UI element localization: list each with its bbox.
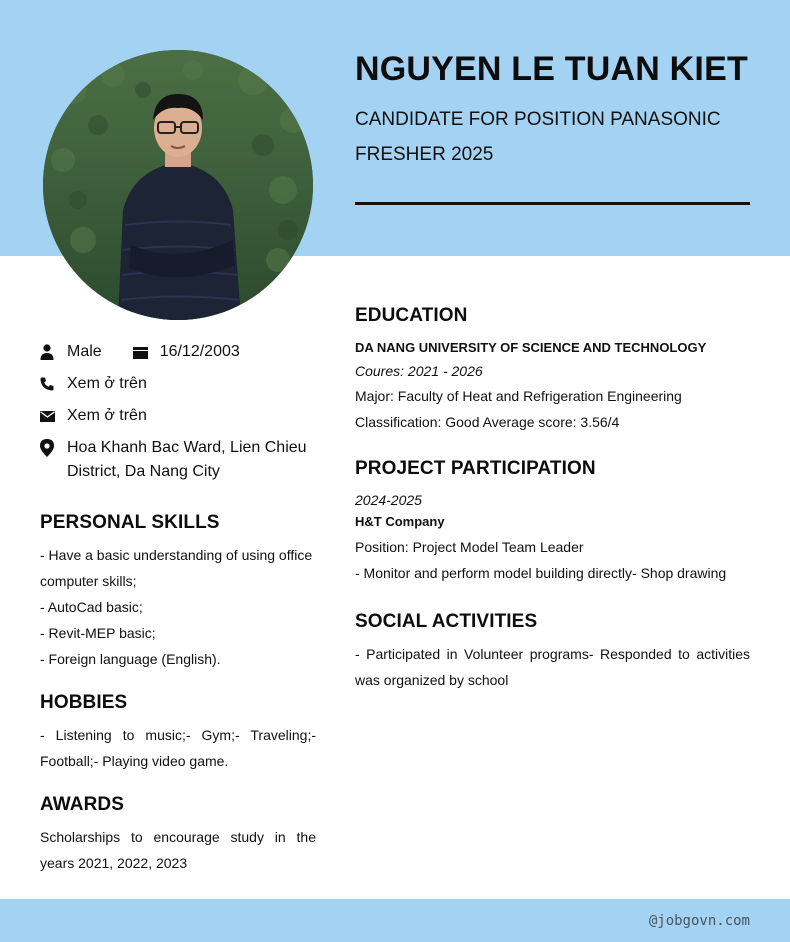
phone-icon xyxy=(40,372,67,396)
classification: Classification: Good Average score: 3.56/4 xyxy=(355,414,620,430)
project-description: - Monitor and perform model building directly- Shop drawing xyxy=(355,565,727,581)
phone-row xyxy=(40,372,320,404)
watermark: @jobgovn.com xyxy=(648,913,750,929)
hobbies-section xyxy=(40,692,316,774)
candidate-subtitle: CANDIDATE FOR POSITION PANASONIC FRESHER 2025 xyxy=(355,109,721,165)
email-value: Xem ở trên xyxy=(67,407,147,424)
social-section xyxy=(355,611,750,693)
hobbies-title: HOBBIES xyxy=(40,692,128,713)
personal-skills-title: PERSONAL SKILLS xyxy=(40,512,220,533)
calendar-icon xyxy=(133,340,160,364)
location-pin-icon xyxy=(40,436,67,460)
social-title: SOCIAL ACTIVITIES xyxy=(355,611,538,632)
profile-photo xyxy=(43,50,313,320)
course-period: Coures: 2021 - 2026 xyxy=(355,363,483,379)
personal-skills-section xyxy=(40,512,316,672)
awards-text: Scholarships to encourage study in the years 2021, 2022, 2023 xyxy=(40,829,316,871)
email-row xyxy=(40,404,320,436)
project-company: H&T Company xyxy=(355,514,445,529)
skill-item: - AutoCad basic; xyxy=(40,599,143,615)
school-name: DA NANG UNIVERSITY OF SCIENCE AND TECHNOLOGY xyxy=(355,340,707,355)
project-section xyxy=(355,458,750,586)
hobbies-text: - Listening to music;- Gym;- Traveling;- Football;- Playing video game. xyxy=(40,727,316,769)
dob-value: 16/12/2003 xyxy=(159,343,240,360)
education-title: EDUCATION xyxy=(355,305,468,326)
envelope-icon xyxy=(40,404,67,428)
address-value: Hoa Khanh Bac Ward, Lien Chieu District, Da Nang City xyxy=(67,439,307,480)
project-title: PROJECT PARTICIPATION xyxy=(355,458,596,479)
gender-dob-row xyxy=(40,340,320,372)
project-position: Position: Project Model Team Leader xyxy=(355,539,584,555)
address-row xyxy=(40,436,320,492)
major: Major: Faculty of Heat and Refrigeration Engineering xyxy=(355,388,682,404)
phone-value: Xem ở trên xyxy=(67,375,147,392)
personal-skills-list xyxy=(40,542,316,672)
title-divider xyxy=(355,202,750,205)
awards-section xyxy=(40,794,316,876)
education-section xyxy=(355,305,750,435)
skill-item: - Have a basic understanding of using office computer skills; xyxy=(40,547,313,589)
gender-value: Male xyxy=(67,343,102,360)
footer-band xyxy=(0,899,790,942)
skill-item: - Revit-MEP basic; xyxy=(40,625,156,641)
project-period: 2024-2025 xyxy=(355,492,422,508)
person-icon xyxy=(40,340,67,364)
contact-info xyxy=(40,340,320,492)
social-text: - Participated in Volunteer programs- Responded to activities was organized by school xyxy=(355,646,750,688)
skill-item: - Foreign language (English). xyxy=(40,651,221,667)
candidate-name: NGUYEN LE TUAN KIET xyxy=(355,50,748,88)
awards-title: AWARDS xyxy=(40,794,124,815)
